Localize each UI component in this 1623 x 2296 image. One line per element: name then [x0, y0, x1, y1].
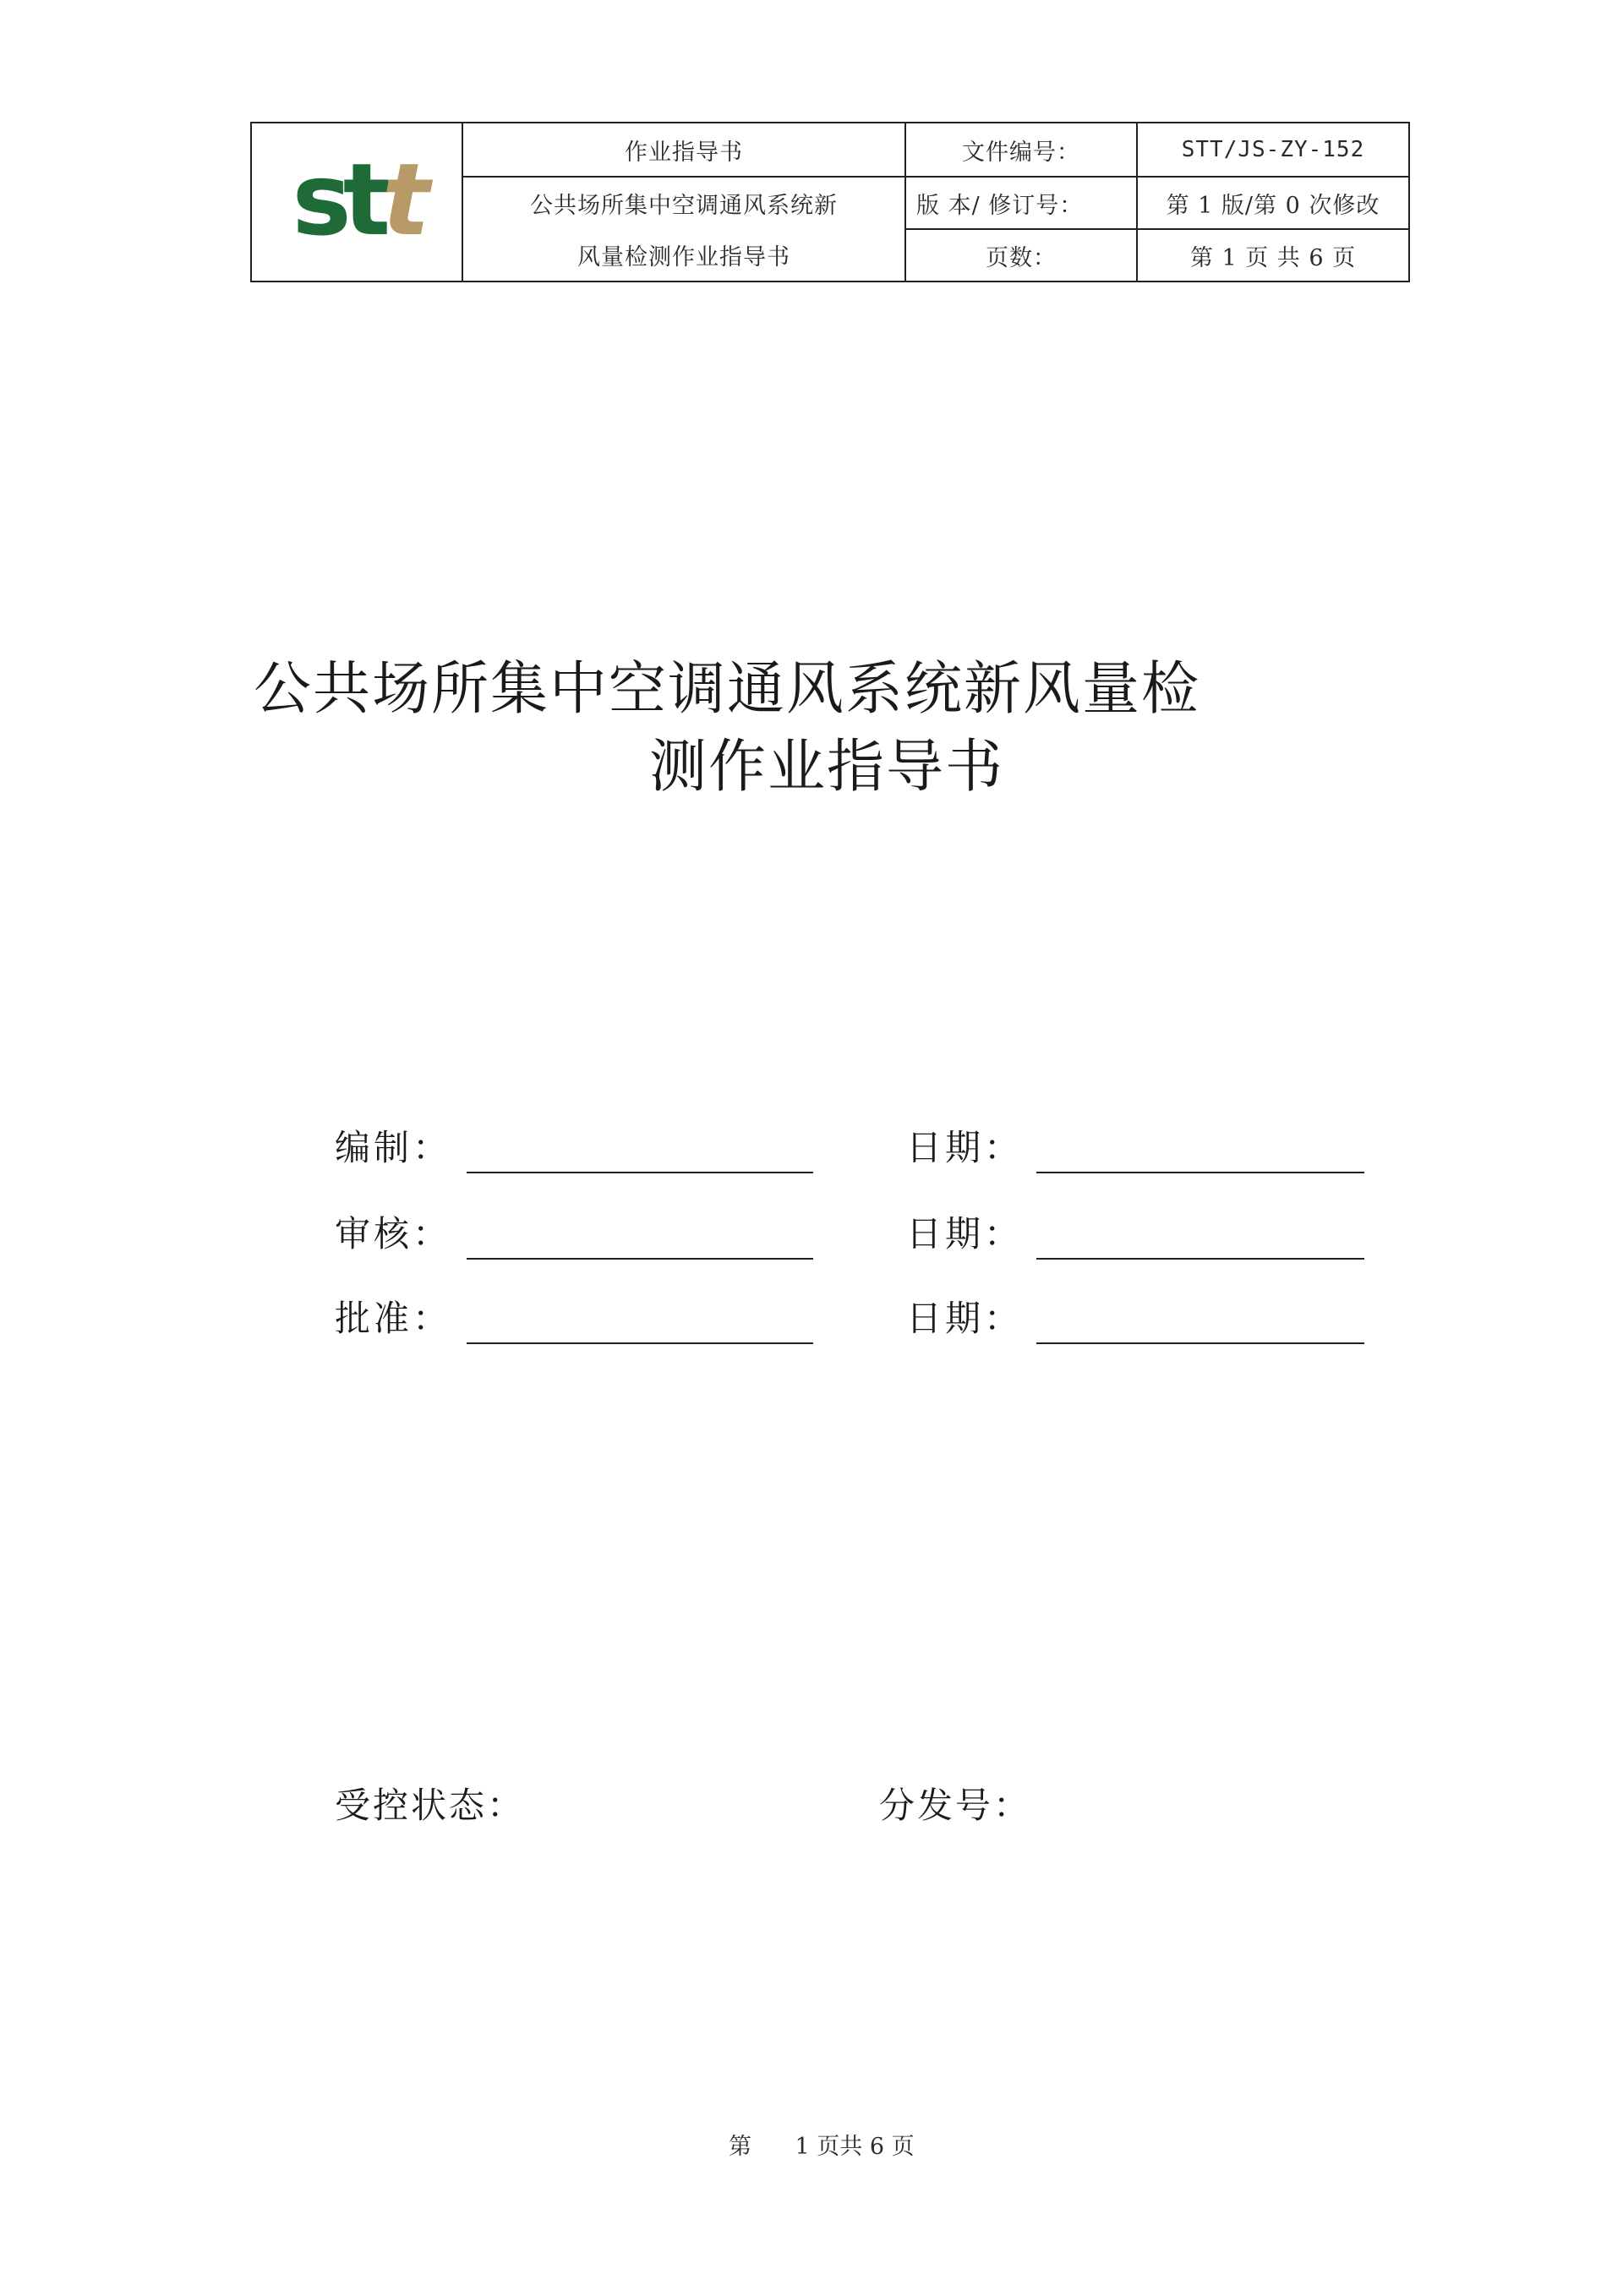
document-main-title: [254, 651, 1268, 806]
page-footer: 第 1 页共 6 页: [729, 2134, 915, 2160]
main-title-line2: 测作业指导书: [649, 734, 1005, 801]
approved-date-label: 日期：: [906, 1298, 1024, 1339]
company-logo: stt: [292, 141, 422, 258]
doc-title-line1: 公共场所集中空调通风系统新: [530, 193, 838, 219]
approved-by-label: 批准：: [335, 1298, 452, 1339]
document-header-table: [250, 122, 1410, 282]
signature-row-prepared: [335, 1123, 1391, 1173]
reviewed-by-label: 审核：: [335, 1213, 452, 1255]
distribution-number-label: 分发号：: [879, 1785, 1032, 1826]
pages-label: 页数：: [906, 230, 1138, 281]
file-number-label: 文件编号：: [906, 123, 1138, 178]
version-value: 第 1 版/第 0 次修改: [1138, 178, 1408, 230]
reviewed-date-line: [1036, 1258, 1364, 1260]
reviewed-date-label: 日期：: [906, 1213, 1024, 1255]
file-number-value: STT/JS-ZY-152: [1138, 123, 1408, 178]
signature-row-approved: [335, 1293, 1391, 1344]
pages-value: 第 1 页 共 6 页: [1189, 244, 1357, 271]
signature-row-reviewed: [335, 1209, 1391, 1260]
prepared-date-line: [1036, 1172, 1364, 1173]
prepared-by-line: [467, 1172, 813, 1173]
doc-type-label: 作业指导书: [463, 123, 906, 178]
reviewed-by-line: [467, 1258, 813, 1260]
approved-by-line: [467, 1342, 813, 1344]
prepared-date-label: 日期：: [906, 1127, 1024, 1168]
version-label: 版 本/ 修订号：: [906, 178, 1138, 230]
approved-date-line: [1036, 1342, 1364, 1344]
doc-title-cell: [463, 178, 906, 281]
logo-cell: [252, 123, 463, 281]
prepared-by-label: 编制：: [335, 1127, 452, 1168]
main-title-line1: 公共场所集中空调通风系统新风量检: [254, 656, 1201, 723]
control-status-label: 受控状态：: [335, 1785, 526, 1826]
doc-title-line2: 风量检测作业指导书: [577, 244, 790, 271]
